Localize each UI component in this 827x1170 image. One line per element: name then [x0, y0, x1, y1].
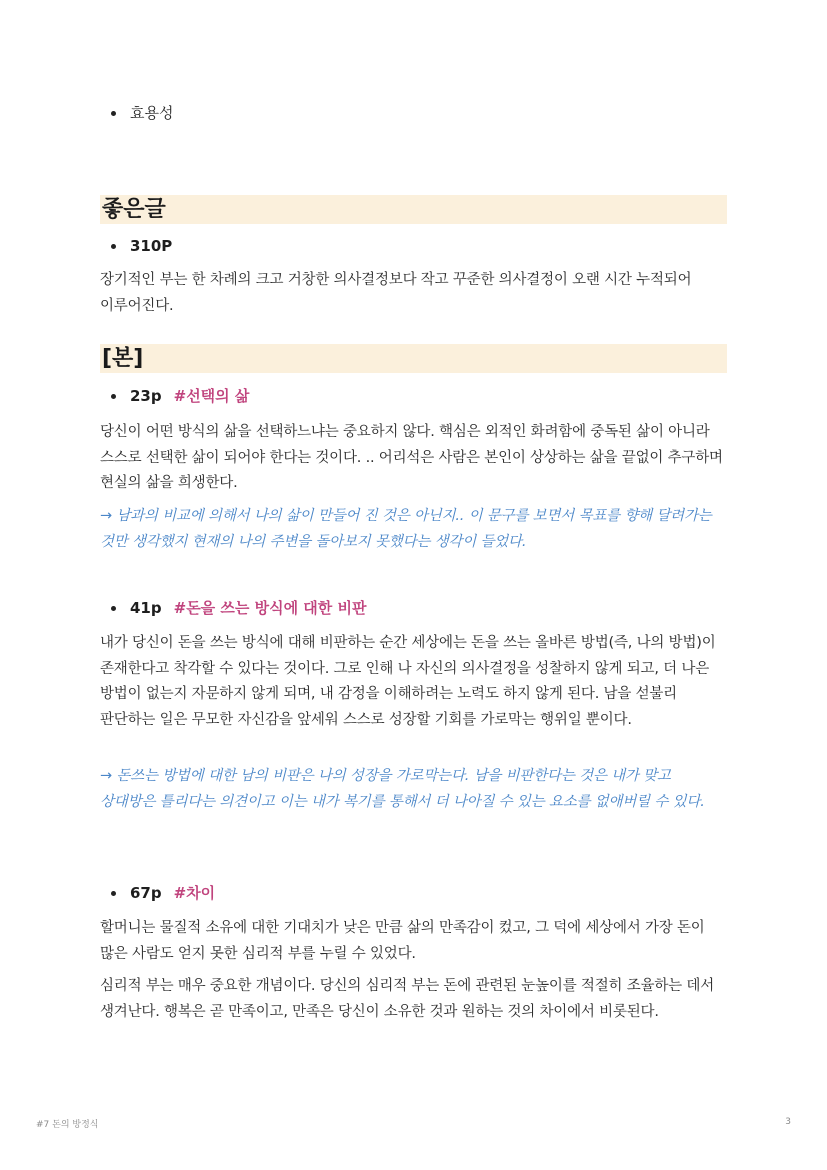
- page-ref-text: 23p: [130, 387, 162, 405]
- bullet-dot: [111, 394, 116, 399]
- paragraph-41: 내가 당신이 돈을 쓰는 방식에 대해 비판하는 순간 세상에는 돈을 쓰는 올바른 방법(즉, 나의 방법)이 존재한다고 착각할 수 있다는 것이다. 그로 인해 나 자신의 의사결정을 성찰하지 않게 되고, 더 나은 방법이 없는지 자문하지 않게 되며, 내 감정을 이해하려는 노력도 하지 않게 된다. 남을 섣불리 판단하는 일은 무모한 자신감을 앞세워 스스로 성장할 기회를 가로막는 행위일 뿐이다.: [100, 635, 716, 728]
- footer-page-number: 3: [785, 1117, 791, 1127]
- footer-title: #7 돈의 방정식: [36, 1120, 99, 1130]
- hashtag: #차이: [173, 884, 216, 902]
- section-heading-main: [본]: [100, 344, 727, 373]
- page-ref-41: [100, 597, 366, 619]
- page-ref-23: [100, 385, 249, 407]
- hashtag: #선택의 삶: [173, 387, 250, 405]
- page-ref-text: 67p: [130, 884, 162, 902]
- page-ref-67: [100, 882, 215, 904]
- list-item-text: 효용성: [130, 104, 174, 122]
- page-ref-text: 41p: [130, 599, 162, 617]
- page-ref-text: 310P: [130, 237, 173, 255]
- bullet-dot: [111, 244, 116, 249]
- note-23: → 남과의 비교에 의해서 나의 삶이 만들어 진 것은 아닌지.. 이 문구를 보면서 목표를 향해 달려가는 것만 생각했지 현재의 나의 주변을 돌아보지 못했다는 생각이 들었다.: [100, 508, 712, 550]
- paragraph-23: 당신이 어떤 방식의 삶을 선택하느냐는 중요하지 않다. 핵심은 외적인 화려함에 중독된 삶이 아니라 스스로 선택한 삶이 되어야 한다는 것이다. .. 어리석은 사람은 본인이 상상하는 삶을 끝없이 추구하며 현실의 삶을 희생한다.: [100, 424, 723, 491]
- page-ref-310: [100, 235, 172, 257]
- list-item-efficiency: [100, 102, 173, 124]
- paragraph-67-a: 할머니는 물질적 소유에 대한 기대치가 낮은 만큼 삶의 만족감이 컸고, 그 덕에 세상에서 가장 돈이 많은 사람도 얻지 못한 심리적 부를 누릴 수 있었다.: [100, 920, 705, 962]
- hashtag: #돈을 쓰는 방식에 대한 비판: [173, 599, 367, 617]
- paragraph-310: 장기적인 부는 한 차례의 크고 거창한 의사결정보다 작고 꾸준한 의사결정이 오랜 시간 누적되어 이루어진다.: [100, 272, 692, 314]
- bullet-dot: [111, 891, 116, 896]
- section-heading-good-writing: 좋은글: [100, 195, 727, 224]
- bullet-dot: [111, 606, 116, 611]
- note-41: → 돈쓰는 방법에 대한 남의 비판은 나의 성장을 가로막는다. 남을 비판한다는 것은 내가 맞고 상대방은 틀리다는 의견이고 이는 내가 복기를 통해서 더 나아질 수 있는 요소를 없애버릴 수 있다.: [100, 768, 705, 810]
- paragraph-67-b: 심리적 부는 매우 중요한 개념이다. 당신의 심리적 부는 돈에 관련된 눈높이를 적절히 조율하는 데서 생겨난다. 행복은 곧 만족이고, 만족은 당신이 소유한 것과 원하는 것의 차이에서 비롯된다.: [100, 978, 715, 1020]
- bullet-dot: [111, 111, 116, 116]
